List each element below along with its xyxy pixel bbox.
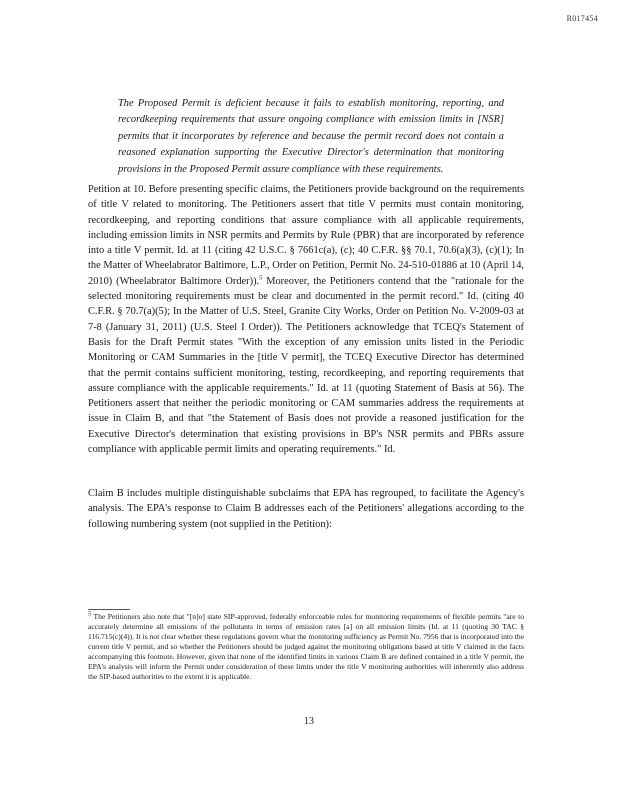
document-id: R017454 xyxy=(566,14,598,23)
paragraph-petition-summary xyxy=(88,182,524,457)
footnote-mark: 5 xyxy=(88,610,92,618)
paragraph-text: Petition at 10. Before presenting specific claims, the Petitioners provide background on the requirements of title V related to monitoring. The Petitioners assert that title V permits must contain monitoring, recordkeeping, and reporting conditions that assure compliance with all applicable requirements, including emission limits in NSR permits and Permits by Rule (PBR) that are incorporated by reference into a title V permit. Id. at 11 (citing 42 U.S.C. § 7661c(a), (c); 40 C.F.R. §§ 70.1, 70.6(a)(3), (c)(1); In the Matter of Wheelabrator Baltimore, L.P., Order on Petition, Permit No. 24-510-01886 at 10 (April 14, 2010) (Wheelabrator Baltimore Order)). xyxy=(88,184,524,287)
paragraph-text-continued: Moreover, the Petitioners contend that the "rationale for the selected monitoring requirements must be clear and documented in the permit record." Id. (citing 40 C.F.R. § 70.7(a)(5); In the Matter of U.S. Steel, Granite City Works, Order on Petition No. V-2009-03 at 7-8 (January 31, 2011) (U.S. Steel I Order)). The Petitioners acknowledge that TCEQ's Statement of Basis for the Draft Permit states "With the exception of any emission units listed in the Periodic Monitoring or CAM Summaries in the [title V permit], the TCEQ Executive Director has determined that the permit contains sufficient monitoring, testing, recordkeeping, and reporting requirements that assure compliance with the applicable requirements." Id. at 11 (quoting Statement of Basis at 56). The Petitioners assert that neither the periodic monitoring or CAM summaries address the requirements at issue in Claim B, and that "the Statement of Basis does not provide a reasoned justification for the Executive Director's determination that existing provisions in BP's NSR permits and PBRs assure compliance with applicable permit limits and operating requirements." Id. xyxy=(88,275,524,456)
page-number: 13 xyxy=(304,716,314,727)
footnote-reference[interactable]: 5 xyxy=(259,274,263,282)
paragraph-claim-b-intro: Claim B includes multiple distinguishable subclaims that EPA has regrouped, to facilitate the Agency's analysis. The EPA's response to Claim B addresses each of the Petitioners' allegations according to the following numbering system (not supplied in the Petition): xyxy=(88,488,524,530)
footnote-divider xyxy=(88,609,130,610)
footnote xyxy=(88,612,524,682)
footnote-text: The Petitioners also note that "[n]o] state SIP-approved, federally enforceable rules for monitoring requirements of flexible permits "are to accurately determine all emissions of the pollutants in terms of emission rates [a] on all emission limits (Id. at 11 (quoting 30 TAC § 116.715(c)(4)). It is not clear whether these regulations govern what the monitoring sufficiency as Permit No. 7956 that is incorporated into the current title V permit, and so whether the Petitioners should be judged against the monitoring obligations based at title V claimed in the facts accompanying this footnote. However, given that none of the identified limits in various Claim B are defined contained in a title V permit, the EPA's analysis will inform the Permit under consideration of these limits under the title V monitoring authorities will inherently also address the SIP-based authorities to the extent it is applicable. xyxy=(88,612,524,681)
block-quote: The Proposed Permit is deficient because it fails to establish monitoring, reporting, and recordkeeping requirements that assure ongoing compliance with emission limits in [NSR] permits that it incorporates by reference and because the permit record does not contain a reasoned explanation supporting the Executive Director's determination that monitoring provisions in the Proposed Permit assure compliance with these requirements. xyxy=(118,98,504,175)
